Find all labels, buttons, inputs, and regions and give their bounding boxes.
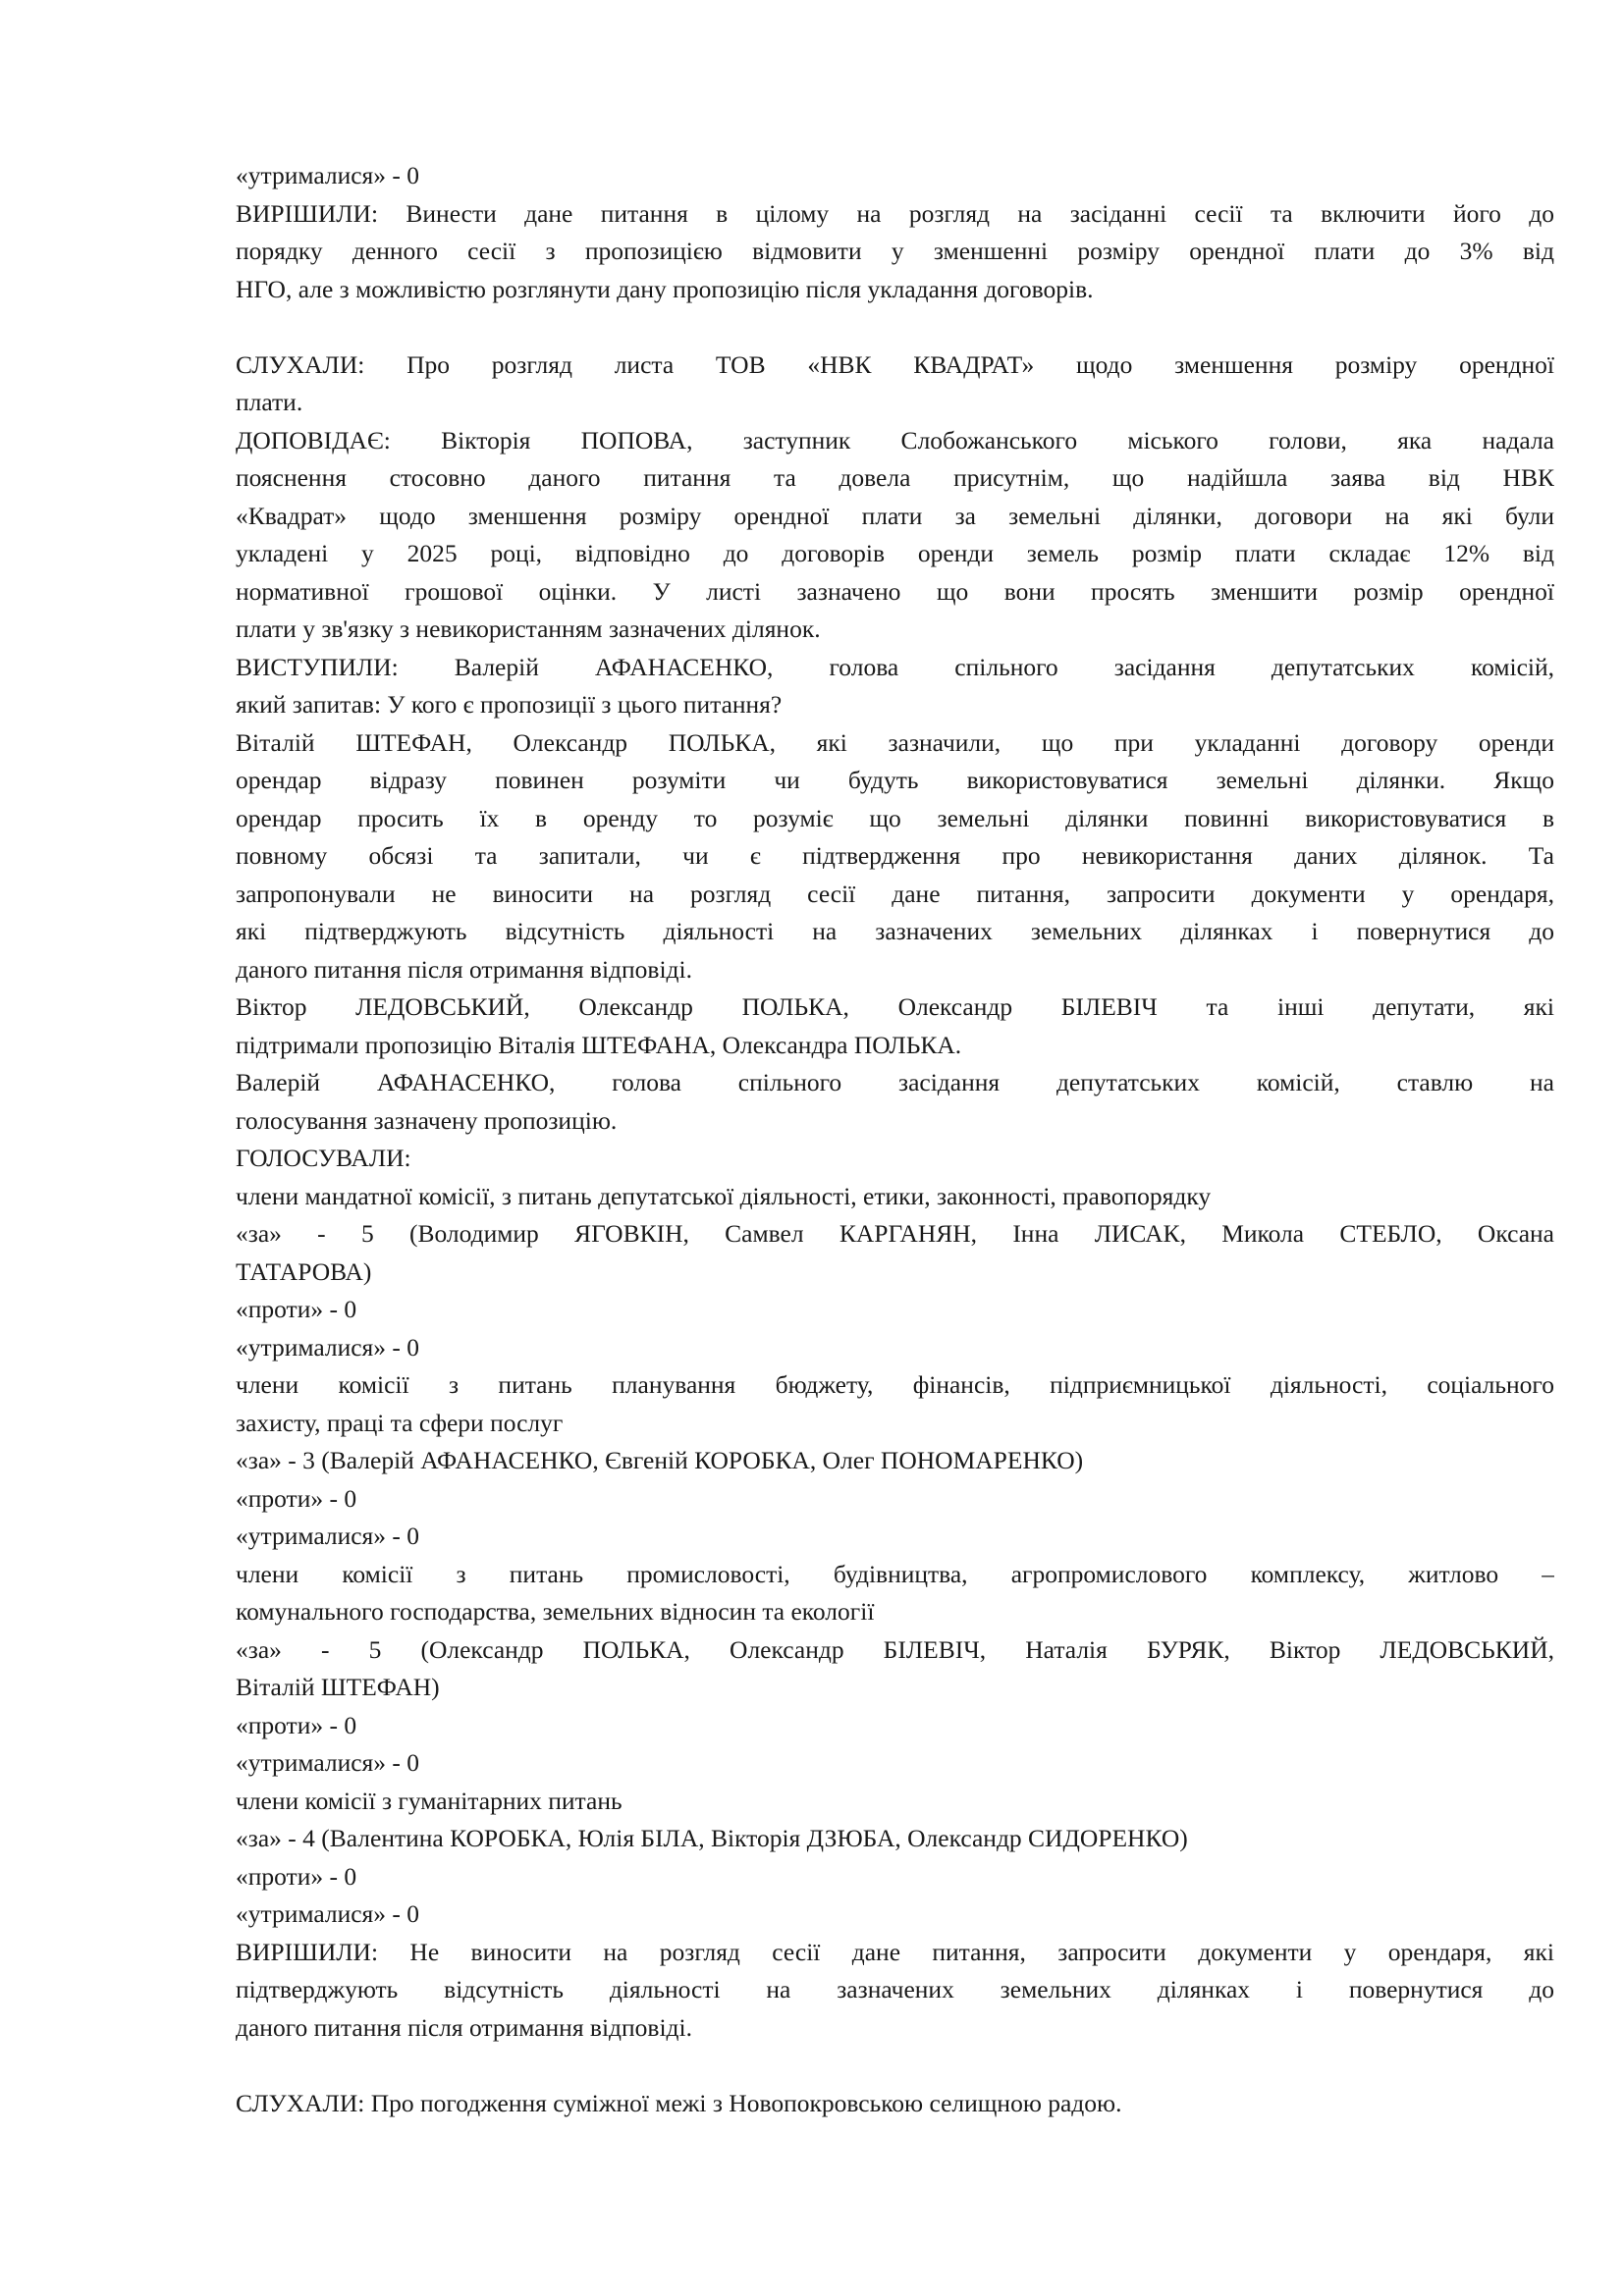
committee-line: члени мандатної комісії, з питань депутатської діяльності, етики, законності, правопорядку [236,1181,1212,1210]
speech-line: повному обсязі та запитали, чи є підтвердження про невикористання даних ділянок. Та [236,841,1554,870]
speech-line: даного питання після отримання відповіді. [236,954,692,984]
heard-line: СЛУХАЛИ: Про розгляд листа ТОВ «НВК КВАДРАТ» щодо зменшення розміру орендної [236,349,1554,379]
speech-line: які підтверджують відсутність діяльності на зазначених земельних ділянках і повернутися до [236,917,1554,945]
decision-line: підтверджують відсутність діяльності на зазначених земельних ділянках і повернутися до [236,1975,1554,2003]
vote-abstained-line: «утрималися» - 0 [236,1748,420,1777]
speech-line: запропонували не виносити на розгляд сесії дане питання, запросити документи у орендаря, [236,879,1554,908]
document-page [236,157,1554,2122]
report-line: укладені у 2025 році, відповідно до договорів оренди земель розмір плати складає 12% від [236,539,1554,567]
vote-for-line: Віталій ШТЕФАН) [236,1673,440,1701]
decision-line: ВИРІШИЛИ: Винести дане питання в цілому на розгляд на засіданні сесії та включити його до [236,198,1554,228]
speech-line: Віктор ЛЕДОВСЬКИЙ, Олександр ПОЛЬКА, Олександр БІЛЕВІЧ та інші депутати, які [236,992,1554,1021]
vote-abstained-line: «утрималися» - 0 [236,1332,420,1362]
vote-against-line: «проти» - 0 [236,1861,357,1891]
vote-for-line: «за» - 5 (Олександр ПОЛЬКА, Олександр БІЛЕВІЧ, Наталія БУРЯК, Віктор ЛЕДОВСЬКИЙ, [236,1634,1554,1664]
vote-for-line: «за» - 5 (Володимир ЯГОВКІН, Самвел КАРГАНЯН, Інна ЛИСАК, Микола СТЕБЛО, Оксана [236,1219,1554,1248]
decision-line: порядку денного сесії з пропозицією відмовити у зменшенні розміру орендної плати до 3% від [236,237,1554,265]
report-line: ДОПОВІДАЄ: Вікторія ПОПОВА, заступник Слобожанського міського голови, яка надала [236,425,1554,454]
decision-line: даного питання після отримання відповіді. [236,2012,692,2042]
heard-line: СЛУХАЛИ: Про погодження суміжної межі з Новопокровською селищною радою. [236,2088,1122,2117]
speech-line: Віталій ШТЕФАН, Олександр ПОЛЬКА, які зазначили, що при укладанні договору оренди [236,727,1554,757]
speech-line: орендар просить їх в оренду то розуміє що земельні ділянки повинні використовуватися в [236,803,1554,832]
vote-against-line: «проти» - 0 [236,1710,357,1739]
vote-against-line: «проти» - 0 [236,1295,357,1323]
vote-abstained-line: «утрималися» - 0 [236,1522,420,1550]
speech-line: Валерій АФАНАСЕНКО, голова спільного засідання депутатських комісій, ставлю на [236,1068,1554,1096]
speakers-line: який запитав: У кого є пропозиції з цього питання? [236,690,783,719]
decision-line: ВИРІШИЛИ: Не виносити на розгляд сесії дане питання, запросити документи у орендаря, які [236,1937,1554,1966]
speech-line: голосування зазначену пропозицію. [236,1105,618,1135]
vote-for-line: ТАТАРОВА) [236,1256,372,1286]
speech-line: підтримали пропозицію Віталія ШТЕФАНА, Олександра ПОЛЬКА. [236,1030,962,1059]
report-line: пояснення стосовно даного питання та довела присутнім, що надійшла заява від НВК [236,463,1554,492]
report-line: «Квадрат» щодо зменшення розміру орендної плати за земельні ділянки, договори на які були [236,501,1554,530]
speakers-line: ВИСТУПИЛИ: Валерій АФАНАСЕНКО, голова спільного засідання депутатських комісій, [236,652,1554,681]
vote-for-line: «за» - 3 (Валерій АФАНАСЕНКО, Євгеній КОРОБКА, Олег ПОНОМАРЕНКО) [236,1446,1084,1474]
vote-abstained-line: «утрималися» - 0 [236,161,420,189]
committee-line: члени комісії з питань планування бюджету, фінансів, підприємницької діяльності, соціального [236,1370,1554,1399]
committee-line: комунального господарства, земельних відносин та екології [236,1597,875,1626]
blank-line [236,308,1554,347]
report-line: нормативної грошової оцінки. У листі зазначено що вони просять зменшити розмір орендної [236,576,1554,606]
vote-against-line: «проти» - 0 [236,1483,357,1513]
report-line: плати у зв'язку з невикористанням зазначених ділянок. [236,614,821,643]
vote-abstained-line: «утрималися» - 0 [236,1899,420,1928]
blank-line [236,2047,1554,2085]
voted-heading-line: ГОЛОСУВАЛИ: [236,1144,411,1172]
vote-for-line: «за» - 4 (Валентина КОРОБКА, Юлія БІЛА, Вікторія ДЗЮБА, Олександр СИДОРЕНКО) [236,1824,1188,1852]
decision-line: НГО, але з можливістю розглянути дану пропозицію після укладання договорів. [236,274,1094,303]
committee-line: захисту, праці та сфери послуг [236,1408,564,1437]
committee-line: члени комісії з гуманітарних питань [236,1786,623,1815]
committee-line: члени комісії з питань промисловості, будівництва, агропромислового комплексу, житлово – [236,1559,1554,1588]
speech-line: орендар відразу повинен розуміти чи будуть використовуватися земельні ділянки. Якщо [236,766,1554,794]
heard-line: плати. [236,388,303,416]
